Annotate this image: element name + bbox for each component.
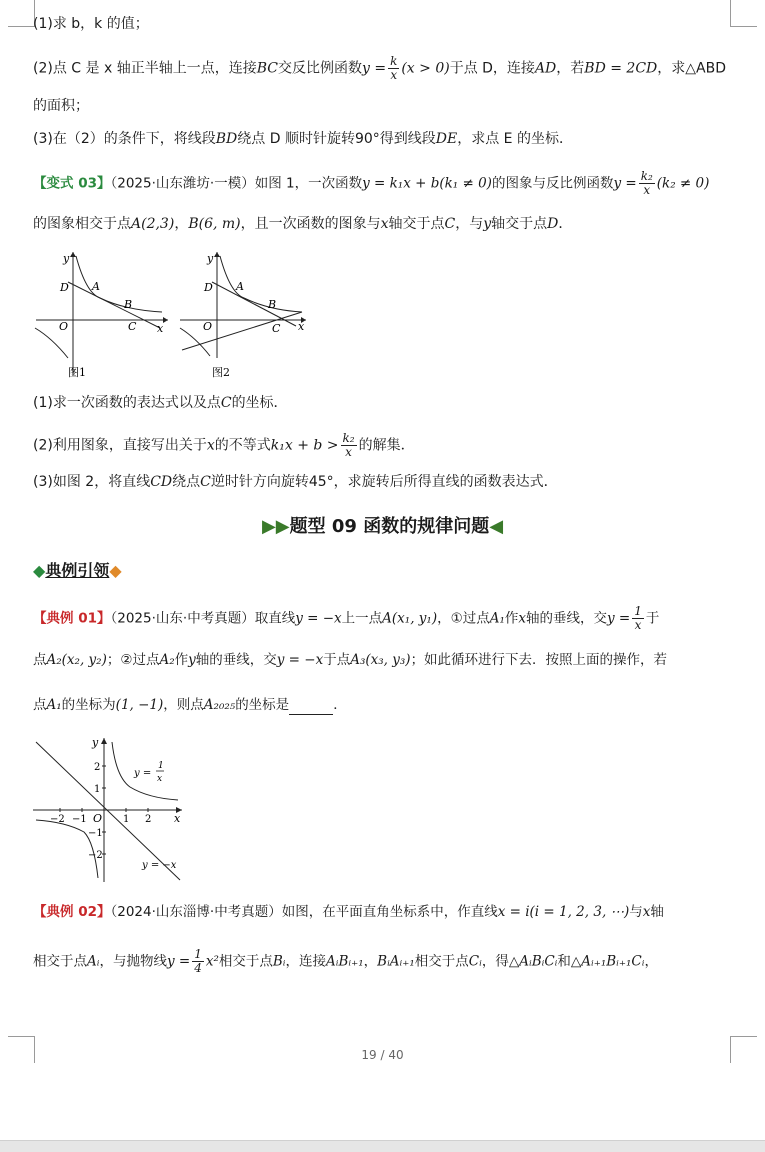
text: 作 <box>174 652 189 668</box>
section-title: 题型 09 函数的规律问题 <box>289 516 490 537</box>
text: (2)点 C 是 x 轴正半轴上一点，连接 <box>33 60 257 77</box>
math: k₁x + b > <box>270 437 339 454</box>
fig1-label-a: A <box>92 280 100 293</box>
graph-label-hyperbola: y = <box>134 768 152 779</box>
fig2-label-o: O <box>203 320 213 333</box>
math: x <box>206 437 215 454</box>
math: C <box>220 395 232 411</box>
fig2-caption: 图2 <box>212 366 230 379</box>
math: (x > 0) <box>401 60 450 77</box>
text: 作 <box>504 610 519 627</box>
math: Cᵢ <box>468 953 482 970</box>
graph-label-line: y = −x <box>142 860 177 871</box>
math: DE <box>435 131 458 147</box>
example-02-line-1 <box>33 902 664 922</box>
text: ，与抛物线 <box>99 953 167 970</box>
fig2-label-b: B <box>268 298 277 311</box>
text: 轴交于点 <box>388 216 445 232</box>
graph-tick-x1: 1 <box>123 814 130 825</box>
text: 的面积； <box>33 98 89 114</box>
text: 绕点 D 顺时针旋转90°得到线段 <box>237 131 436 147</box>
text: 交反比例函数 <box>277 60 362 77</box>
text: 的坐标． <box>231 395 288 411</box>
denominator: x <box>643 183 651 197</box>
question-1-text <box>33 14 149 34</box>
text: 的坐标为 <box>61 697 116 713</box>
math: △Aᵢ₊₁Bᵢ₊₁Cᵢ <box>570 953 645 970</box>
text: 相交于点 <box>414 953 469 970</box>
denominator: 4 <box>194 961 202 975</box>
math: BᵢAᵢ₊₁ <box>377 953 415 970</box>
variant-q1 <box>33 393 288 413</box>
text: ，①过点 <box>437 610 490 627</box>
math: y = −x <box>276 652 324 668</box>
diamond-icon: ◆ <box>109 561 122 580</box>
subheading-title: 典例引领 <box>45 561 110 580</box>
math: A₂ <box>159 652 175 668</box>
graph-tick-xm1: −1 <box>72 814 87 825</box>
text: 相交于点 <box>218 953 273 970</box>
text: ，若 <box>556 60 585 77</box>
math: x <box>380 216 389 232</box>
text: 的不等式 <box>214 437 271 454</box>
variant-q2 <box>33 432 415 459</box>
math: AᵢBᵢ₊₁ <box>326 953 364 970</box>
page-number: 19 / 40 <box>361 1048 404 1062</box>
text: (2)利用图象，直接写出关于 <box>33 437 207 454</box>
fig1-label-b: B <box>124 298 133 311</box>
subheading <box>33 558 122 581</box>
example-01-graph <box>30 732 190 884</box>
figure-2 <box>176 248 316 383</box>
answer-blank <box>289 700 333 715</box>
example-01-line-2 <box>33 650 667 670</box>
graph-tick-ym1: −1 <box>88 828 103 839</box>
text: 的解集． <box>358 437 415 454</box>
variant-03-text-cont <box>33 214 572 234</box>
graph-tick-xm2: −2 <box>50 814 65 825</box>
variant-03-text <box>33 170 709 197</box>
fig1-label-y: y <box>63 252 70 265</box>
fig2-label-a: A <box>236 280 244 293</box>
math: BD <box>215 131 238 147</box>
math: y = <box>361 60 387 77</box>
triangle-left-icon: ◀ <box>489 516 504 537</box>
math: (1, −1) <box>115 697 164 713</box>
math: x <box>642 904 651 920</box>
math: D <box>547 216 559 232</box>
math: y = <box>166 953 191 970</box>
fraction-k2-over-x <box>341 432 357 459</box>
text: (3)如图 2，将直线 <box>33 474 151 490</box>
text: 于点 <box>323 652 351 668</box>
text: 的图象与反比例函数 <box>491 175 614 192</box>
text: ，且一次函数的图象与 <box>240 216 381 232</box>
graph-tick-x2: 2 <box>145 814 152 825</box>
fig1-label-c: C <box>128 320 137 333</box>
triangle-right-icon: ▶▶ <box>261 516 290 537</box>
text: （2025·山东·中考真题）取直线 <box>110 610 296 627</box>
text: 的图象相交于点 <box>33 216 131 232</box>
math: AD <box>534 60 557 77</box>
text: 和 <box>557 953 571 970</box>
text: ， <box>363 953 378 970</box>
numerator: 1 <box>194 947 202 961</box>
example-tag: 【典例 02】 <box>33 904 111 920</box>
math: C <box>200 474 211 490</box>
denominator: x <box>390 68 398 82</box>
example-02-line-2 <box>33 948 658 975</box>
numerator: 1 <box>634 604 642 618</box>
math: x = i(i = 1, 2, 3, ⋯) <box>497 904 630 920</box>
viewer-bottom-bar <box>0 1140 765 1152</box>
graph-label-o: O <box>93 812 103 825</box>
text: (3)在（2）的条件下，将线段 <box>33 131 216 147</box>
math: y <box>483 216 492 232</box>
fig2-label-x: x <box>298 320 305 333</box>
text: 轴的垂线，交 <box>526 610 607 627</box>
math: A₃(x₃, y₃) <box>350 652 411 668</box>
math: y = −x <box>295 610 342 627</box>
text: 的坐标是 <box>235 697 290 713</box>
fig2-label-d: D <box>204 281 213 294</box>
text: （2025·山东潍坊·一模）如图 1，一次函数 <box>110 175 363 192</box>
text: (1)求 b，k 的值； <box>33 16 149 32</box>
crop-mark-top-right <box>730 0 757 27</box>
numerator: k₂ <box>342 431 355 445</box>
math: x <box>518 610 526 627</box>
text: 逆时针方向旋转45°，求旋转后所得直线的函数表达式． <box>210 474 558 490</box>
math: x² <box>205 953 219 970</box>
numerator: k₂ <box>640 169 653 183</box>
math: C <box>444 216 456 232</box>
graph-label-y: y <box>92 736 99 749</box>
math: A₂(x₂, y₂) <box>46 652 107 668</box>
fig2-label-y: y <box>207 252 214 265</box>
text: 轴的垂线，交 <box>195 652 277 668</box>
fig1-caption: 图1 <box>68 366 86 379</box>
math: A₂₀₂₅ <box>203 697 236 713</box>
math: CD <box>150 474 173 490</box>
text: 于点 D，连接 <box>449 60 535 77</box>
graph-tick-ym2: −2 <box>88 850 103 861</box>
section-heading <box>0 512 765 538</box>
text: ． <box>333 697 347 713</box>
fig2-label-c: C <box>272 322 281 335</box>
text: (1)求一次函数的表达式以及点 <box>33 395 221 411</box>
fraction-k-over-x <box>388 55 399 82</box>
math: y = <box>613 175 637 192</box>
math: y = <box>607 610 631 627</box>
text: ；如此循环进行下去．按照上面的操作，若 <box>410 652 668 668</box>
math: y <box>188 652 196 668</box>
graph-label-x: x <box>174 812 181 825</box>
numerator: k <box>390 54 398 68</box>
math: BC <box>256 60 278 77</box>
variant-q3 <box>33 472 558 492</box>
question-3-text <box>33 129 573 149</box>
graph-tick-y2: 2 <box>94 762 101 773</box>
text: ；②过点 <box>106 652 160 668</box>
text: 上一点 <box>341 610 383 627</box>
denominator: x <box>634 618 642 632</box>
math: △AᵢBᵢCᵢ <box>508 953 558 970</box>
math: y = k₁x + b(k₁ ≠ 0) <box>362 175 492 192</box>
text: （2024·山东淄博·中考真题）如图，在平面直角坐标系中，作直线 <box>110 904 498 920</box>
text: ，求△ABD <box>657 60 727 77</box>
text: ，与 <box>455 216 484 232</box>
text: 点 <box>33 652 47 668</box>
figure-1 <box>30 248 170 383</box>
variant-tag: 【变式 03】 <box>33 175 111 192</box>
text: 点 <box>33 697 47 713</box>
question-2-text-cont <box>33 96 89 116</box>
math: A₁ <box>46 697 62 713</box>
fraction-1-over-4 <box>192 948 204 975</box>
fig1-label-d: D <box>60 281 69 294</box>
graph-hyper-den: x <box>157 774 163 784</box>
text: 与 <box>629 904 643 920</box>
text: ． <box>558 216 573 232</box>
crop-mark-top-left <box>8 0 35 27</box>
text: ， <box>644 953 658 970</box>
math: B(6, m) <box>188 216 241 232</box>
math: A₁ <box>489 610 505 627</box>
text: ，则点 <box>163 697 204 713</box>
text: ，得 <box>481 953 509 970</box>
math: BD = 2CD <box>584 60 658 77</box>
graph-tick-y1: 1 <box>94 784 101 795</box>
diamond-icon: ◆ <box>33 561 46 580</box>
fraction-1-over-x <box>632 605 644 632</box>
question-2-text <box>33 55 726 82</box>
example-01-line-1 <box>33 605 659 632</box>
text: 于 <box>645 610 660 627</box>
math: Aᵢ <box>87 953 100 970</box>
text: 轴 <box>650 904 664 920</box>
fraction-k2-over-x <box>639 170 655 197</box>
math: (k₂ ≠ 0) <box>656 175 710 192</box>
text: ，连接 <box>285 953 327 970</box>
text: 轴交于点 <box>491 216 548 232</box>
text: 绕点 <box>172 474 201 490</box>
example-01-line-3 <box>33 695 347 715</box>
math: A(x₁, y₁) <box>382 610 438 627</box>
graph-hyper-num: 1 <box>158 761 164 771</box>
fig1-label-o: O <box>59 320 69 333</box>
math: A(2,3) <box>131 216 175 232</box>
text: 相交于点 <box>33 953 87 970</box>
text: ，求点 E 的坐标． <box>457 131 573 147</box>
denominator: x <box>345 445 352 459</box>
example-tag: 【典例 01】 <box>33 610 111 627</box>
fig1-label-x: x <box>157 322 164 335</box>
math: Bᵢ <box>272 953 286 970</box>
text: ， <box>174 216 189 232</box>
